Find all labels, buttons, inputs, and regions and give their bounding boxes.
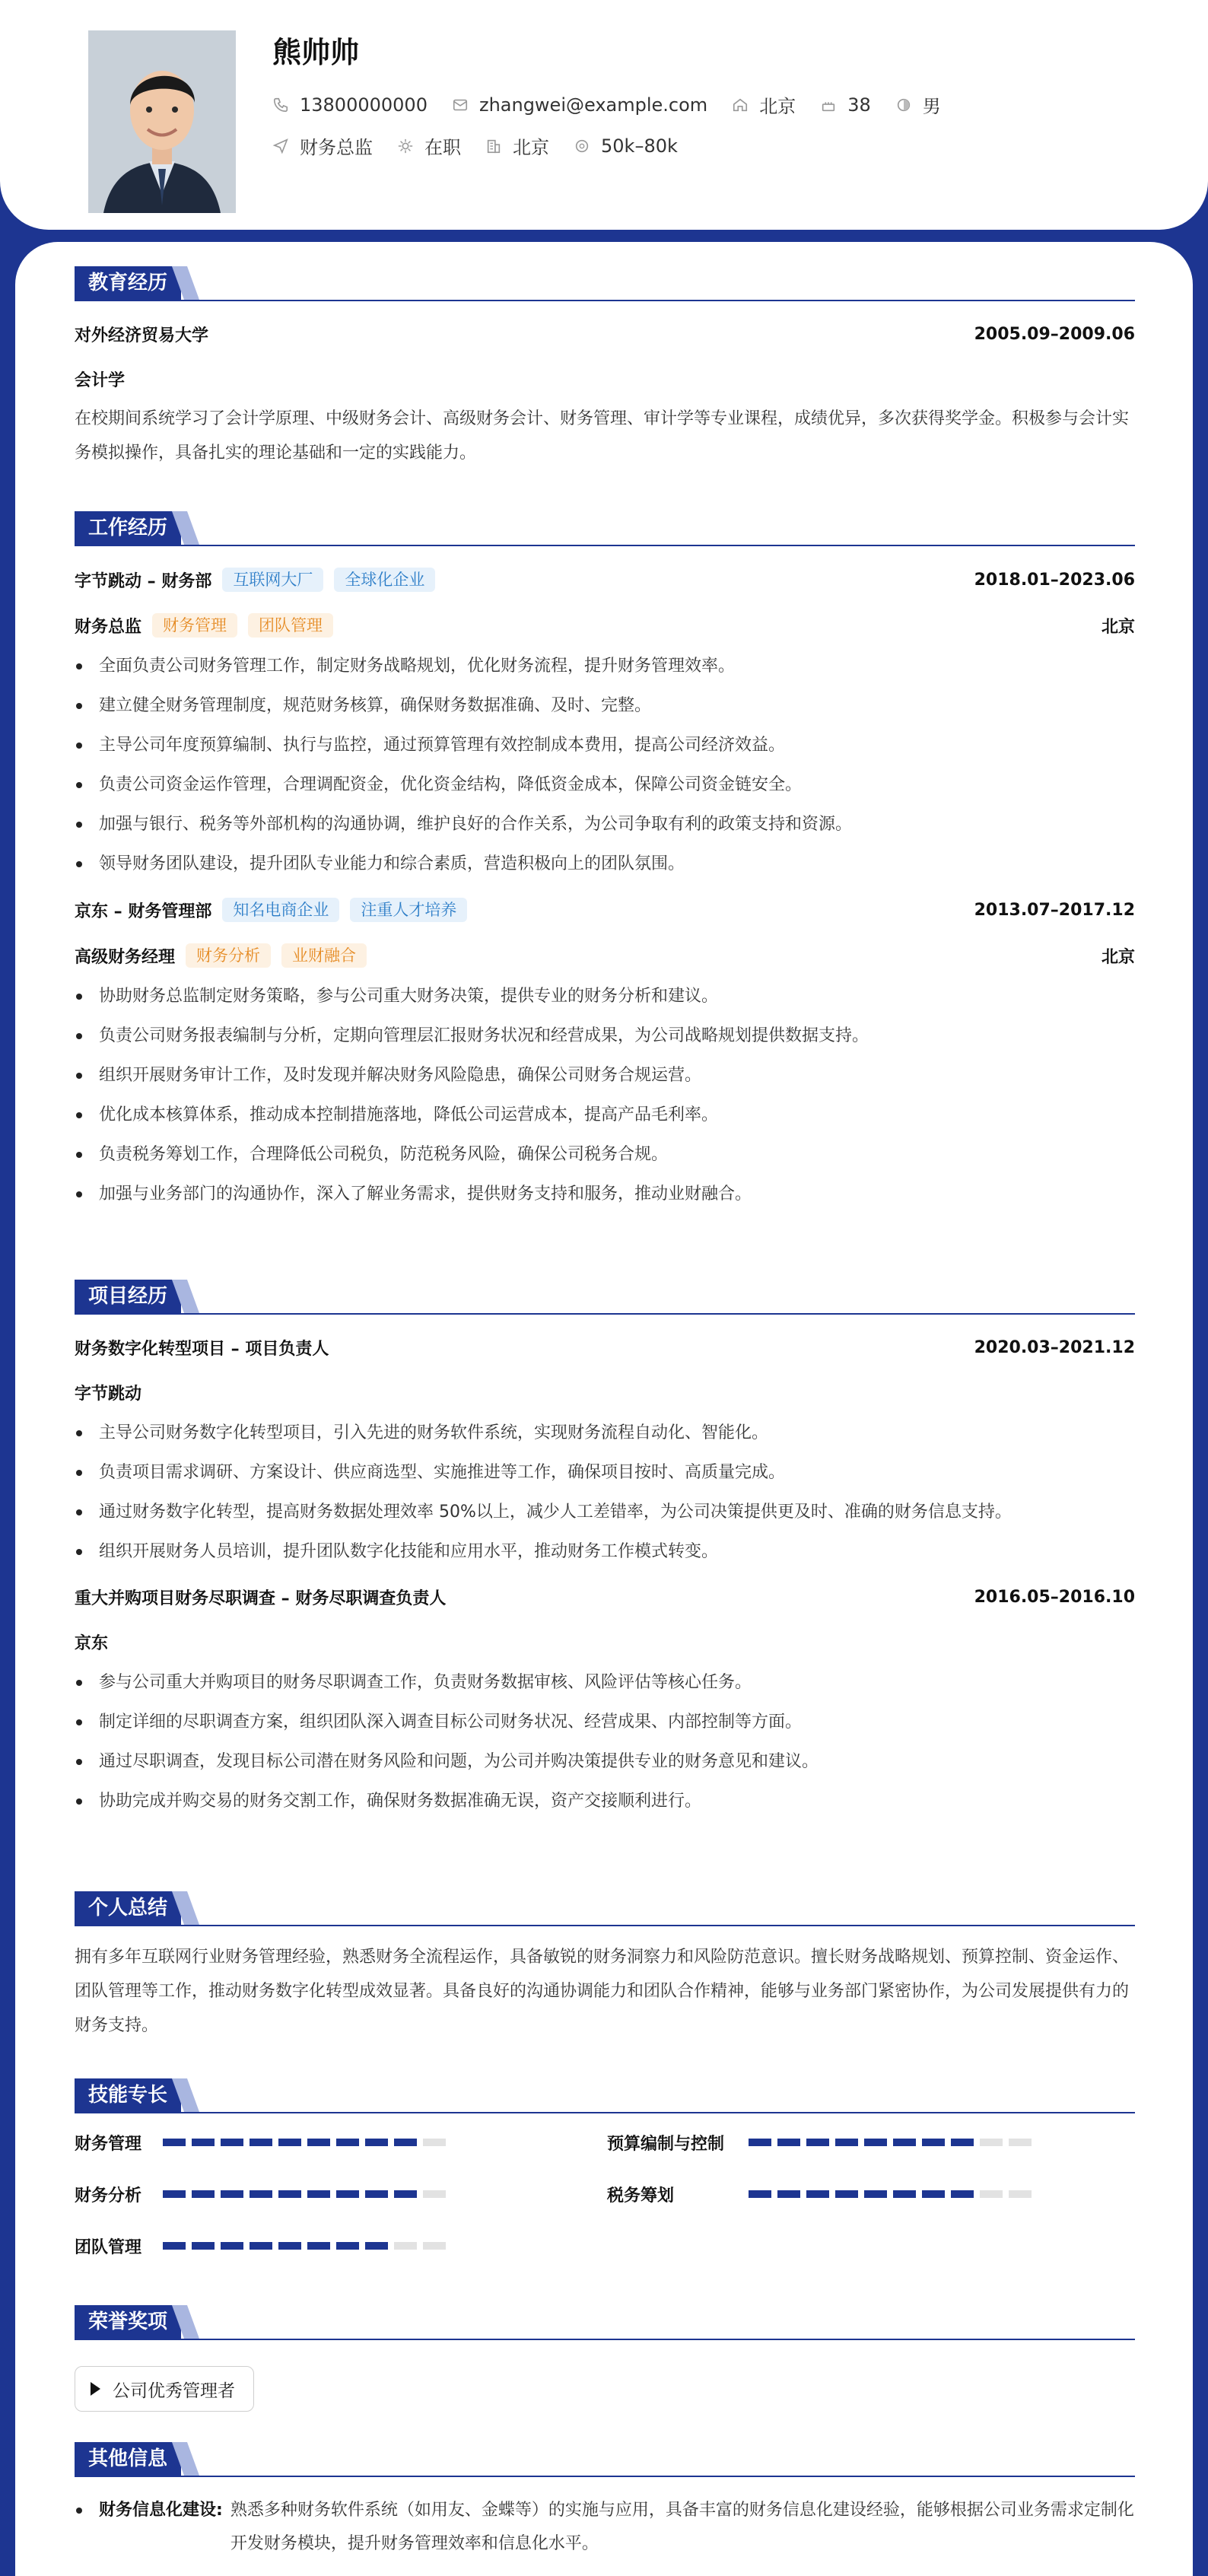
list-item: 通过尽职调查，发现目标公司潜在财务风险和问题，为公司并购决策提供专业的财务意见和建议。 — [75, 1742, 1135, 1782]
skill-item — [607, 2130, 1135, 2155]
resume-body — [15, 242, 1193, 2576]
email-text: zhangwei@example.com — [478, 94, 708, 116]
age-item — [820, 94, 871, 116]
list-item: 建立健全财务管理制度，规范财务核算，确保财务数据准确、及时、完整。 — [75, 686, 1135, 726]
send-icon — [272, 138, 289, 154]
summary-section — [75, 1891, 1135, 2043]
list-item: 负责项目需求调研、方案设计、供应商选型、实施推进等工作，确保项目按时、高质量完成。 — [75, 1453, 1135, 1493]
job-location: 北京 — [1101, 947, 1135, 967]
gear-icon — [397, 138, 414, 154]
skill-segment-empty — [980, 2139, 1003, 2146]
projects-section — [75, 1280, 1135, 1821]
coin-icon — [574, 138, 590, 154]
job-entry — [75, 568, 1135, 884]
project-name: 重大并购项目财务尽职调查 – 财务尽职调查负责人 — [75, 1589, 447, 1608]
bullet-dot — [75, 2494, 99, 2561]
skill-segment-filled — [163, 2139, 186, 2146]
play-icon — [91, 2382, 100, 2396]
list-item: 加强与业务部门的沟通协作，深入了解业务需求，提供财务支持和服务，推动业财融合。 — [75, 1175, 1135, 1214]
skill-segment-filled — [278, 2139, 301, 2146]
skill-segment-filled — [250, 2139, 272, 2146]
skill-segment-filled — [864, 2190, 887, 2198]
skill-segment-filled — [777, 2139, 800, 2146]
project-header-row — [75, 1336, 1135, 1360]
section-title: 教育经历 — [75, 266, 181, 300]
project-name: 财务数字化转型项目 – 项目负责人 — [75, 1340, 329, 1359]
skill-segment-empty — [423, 2242, 446, 2250]
awards-section — [75, 2305, 1135, 2412]
skill-segment-filled — [336, 2190, 359, 2198]
skill-name: 预算编制与控制 — [607, 2134, 725, 2154]
list-item: 组织开展财务人员培训，提升团队数字化技能和应用水平，推动财务工作模式转变。 — [75, 1532, 1135, 1572]
skill-name: 团队管理 — [75, 2237, 142, 2257]
project-period: 2016.05–2016.10 — [974, 1588, 1135, 1607]
skill-segment-empty — [1009, 2190, 1032, 2198]
home-icon — [732, 97, 749, 113]
skill-segment-filled — [250, 2242, 272, 2250]
company-tag: 互联网大厂 — [222, 568, 323, 592]
project-header-row — [75, 1585, 1135, 1609]
section-header — [75, 266, 1135, 301]
position-item — [272, 132, 373, 159]
candidate-name: 熊帅帅 — [272, 36, 360, 69]
skill-item — [75, 2182, 607, 2206]
phone-icon — [272, 97, 289, 113]
work-city-item — [485, 132, 549, 159]
skill-segment-filled — [250, 2190, 272, 2198]
skill-segment-filled — [221, 2190, 243, 2198]
company-name: 京东 – 财务管理部 — [75, 902, 212, 921]
skill-segment-filled — [365, 2242, 388, 2250]
skill-name: 财务管理 — [75, 2134, 142, 2154]
section-header — [75, 2442, 1135, 2477]
major: 会计学 — [75, 371, 126, 390]
skill-segment-filled — [192, 2190, 215, 2198]
cake-icon — [820, 97, 837, 113]
skill-segment-filled — [365, 2139, 388, 2146]
other-item — [75, 2494, 1135, 2561]
other-text: 熟悉多种财务软件系统（如用友、金蝶等）的实施与应用，具备丰富的财务信息化建设经验，能够根据公司业务需求定制化开发财务模块，提升财务管理效率和信息化水平。 — [230, 2501, 1134, 2553]
position-text: 财务总监 — [300, 137, 373, 158]
job-header-row — [75, 568, 1135, 592]
project-entry — [75, 1585, 1135, 1821]
skill-segment-empty — [394, 2242, 417, 2250]
section-header — [75, 511, 1135, 546]
city-text: 北京 — [759, 96, 796, 117]
skill-segment-filled — [278, 2190, 301, 2198]
job-duties — [75, 647, 1135, 884]
list-item: 主导公司财务数字化转型项目，引入先进的财务软件系统，实现财务流程自动化、智能化。 — [75, 1414, 1135, 1453]
skill-segment-empty — [1009, 2139, 1032, 2146]
skill-segment-filled — [336, 2139, 359, 2146]
list-item: 领导财务团队建设，提升团队专业能力和综合素质，营造积极向上的团队氛围。 — [75, 844, 1135, 884]
skill-level-bar — [749, 2139, 1038, 2146]
skill-name: 税务筹划 — [607, 2186, 675, 2206]
education-description: 在校期间系统学习了会计学原理、中级财务会计、高级财务会计、财务管理、审计学等专业课程，成绩优异，多次获得奖学金。积极参与会计实务模拟操作，具备扎实的理论基础和一定的实践能力。 — [75, 409, 1130, 463]
list-item: 优化成本核算体系，推动成本控制措施落地，降低公司运营成本，提高产品毛利率。 — [75, 1096, 1135, 1135]
building-icon — [485, 138, 502, 154]
project-entry — [75, 1336, 1135, 1572]
role-tag: 业财融合 — [281, 943, 367, 968]
skill-segment-filled — [864, 2139, 887, 2146]
list-item: 参与公司重大并购项目的财务尽职调查工作，负责财务数据审核、风险评估等核心任务。 — [75, 1663, 1135, 1703]
skill-segment-filled — [922, 2139, 945, 2146]
skill-segment-filled — [278, 2242, 301, 2250]
skill-segment-filled — [749, 2190, 771, 2198]
list-item: 负责公司财务报表编制与分析，定期向管理层汇报财务状况和经营成果，为公司战略规划提供数据支持。 — [75, 1016, 1135, 1056]
summary-text: 拥有多年互联网行业财务管理经验，熟悉财务全流程运作，具备敏锐的财务洞察力和风险防范意识。擅长财务战略规划、预算控制、资金运作、团队管理等工作，推动财务数字化转型成效显著。具备良好的沟通协调能力和团队合作精神，能够与业务部门紧密协作，为公司发展提供有力的财务支持。 — [75, 1948, 1130, 2035]
job-duties — [75, 977, 1135, 1214]
award-name: 公司优秀管理者 — [113, 2380, 235, 2401]
skill-segment-filled — [163, 2242, 186, 2250]
job-entry — [75, 898, 1135, 1214]
award-chip[interactable] — [75, 2366, 254, 2412]
skills-section — [75, 2078, 1135, 2258]
skill-segment-filled — [394, 2190, 417, 2198]
job-period: 2018.01–2023.06 — [974, 570, 1135, 590]
skills-grid — [75, 2130, 1135, 2258]
skill-segment-filled — [835, 2139, 858, 2146]
skill-item — [75, 2234, 607, 2258]
skill-segment-filled — [307, 2139, 330, 2146]
skill-segment-filled — [749, 2139, 771, 2146]
skill-segment-empty — [423, 2139, 446, 2146]
list-item: 负责税务筹划工作，合理降低公司税负，防范税务风险，确保公司税务合规。 — [75, 1135, 1135, 1175]
phone-text: 13800000000 — [300, 94, 428, 116]
skill-segment-filled — [806, 2190, 829, 2198]
project-duties — [75, 1414, 1135, 1572]
skill-level-bar — [163, 2242, 452, 2250]
section-header — [75, 1891, 1135, 1926]
skill-segment-filled — [394, 2139, 417, 2146]
skill-segment-filled — [835, 2190, 858, 2198]
gender-text: 男 — [922, 96, 941, 117]
list-item: 制定详细的尽职调查方案，组织团队深入调查目标公司财务状况、经营成果、内部控制等方面。 — [75, 1703, 1135, 1742]
job-period: 2013.07–2017.12 — [974, 900, 1135, 920]
section-header — [75, 1280, 1135, 1315]
skill-level-bar — [163, 2139, 452, 2146]
skill-segment-empty — [980, 2190, 1003, 2198]
skill-segment-filled — [777, 2190, 800, 2198]
city-item — [732, 91, 796, 118]
skill-segment-empty — [423, 2190, 446, 2198]
skill-segment-filled — [365, 2190, 388, 2198]
skill-segment-filled — [192, 2139, 215, 2146]
job-role: 财务总监 — [75, 617, 142, 637]
project-period: 2020.03–2021.12 — [974, 1338, 1135, 1357]
skill-segment-filled — [307, 2190, 330, 2198]
email-item — [452, 94, 707, 116]
education-section — [75, 266, 1135, 470]
list-item: 协助财务总监制定财务策略，参与公司重大财务决策，提供专业的财务分析和建议。 — [75, 977, 1135, 1016]
work-city-text: 北京 — [513, 137, 549, 158]
list-item: 组织开展财务审计工作，及时发现并解决财务风险隐患，确保公司财务合规运营。 — [75, 1056, 1135, 1096]
skill-level-bar — [163, 2190, 452, 2198]
status-item — [397, 132, 461, 159]
skill-segment-filled — [307, 2242, 330, 2250]
company-tag: 知名电商企业 — [222, 898, 339, 922]
section-title: 个人总结 — [75, 1891, 181, 1925]
skill-segment-filled — [951, 2139, 974, 2146]
skill-segment-filled — [192, 2242, 215, 2250]
job-role: 高级财务经理 — [75, 947, 176, 967]
skill-segment-filled — [893, 2190, 916, 2198]
role-tag: 财务分析 — [186, 943, 271, 968]
award-list — [75, 2366, 1135, 2412]
job-location: 北京 — [1101, 617, 1135, 637]
mail-icon — [452, 97, 469, 113]
section-title: 技能专长 — [75, 2078, 181, 2112]
list-item: 主导公司年度预算编制、执行与监控，通过预算管理有效控制成本费用，提高公司经济效益。 — [75, 726, 1135, 765]
project-duties — [75, 1663, 1135, 1821]
skill-segment-filled — [806, 2139, 829, 2146]
skill-segment-filled — [922, 2190, 945, 2198]
company-name: 字节跳动 – 财务部 — [75, 571, 212, 591]
contact-row — [272, 91, 965, 118]
skill-segment-filled — [336, 2242, 359, 2250]
project-org: 京东 — [75, 1634, 109, 1653]
skill-segment-filled — [163, 2190, 186, 2198]
role-tag: 团队管理 — [248, 613, 333, 638]
job-role-row — [75, 943, 1135, 968]
work-section — [75, 511, 1135, 1214]
skill-level-bar — [749, 2190, 1038, 2198]
skill-segment-filled — [893, 2139, 916, 2146]
education-period: 2005.09–2009.06 — [974, 325, 1135, 344]
project-org: 字节跳动 — [75, 1385, 142, 1404]
skill-item — [75, 2130, 607, 2155]
list-item: 负责公司资金运作管理，合理调配资金，优化资金结构，降低资金成本，保障公司资金链安全。 — [75, 765, 1135, 805]
avatar-photo — [88, 30, 236, 213]
skill-name: 财务分析 — [75, 2186, 142, 2206]
job-role-row — [75, 613, 1135, 638]
list-item: 协助完成并购交易的财务交割工作，确保财务数据准确无误，资产交接顺利进行。 — [75, 1782, 1135, 1821]
status-text: 在职 — [424, 137, 461, 158]
list-item: 通过财务数字化转型，提高财务数据处理效率 50%以上，减少人工差错率，为公司决策提供更及时、准确的财务信息支持。 — [75, 1493, 1135, 1532]
salary-text: 50k–80k — [601, 135, 678, 157]
avatar — [88, 30, 236, 213]
gender-item — [895, 91, 941, 118]
gender-icon — [895, 97, 912, 113]
job-header-row — [75, 898, 1135, 922]
section-title: 项目经历 — [75, 1280, 181, 1313]
education-header-row — [75, 323, 1135, 346]
skill-segment-filled — [221, 2139, 243, 2146]
section-header — [75, 2305, 1135, 2340]
list-item: 加强与银行、税务等外部机构的沟通协调，维护良好的合作关系，为公司争取有利的政策支持和资源。 — [75, 805, 1135, 844]
phone-item — [272, 94, 428, 116]
salary-item — [574, 135, 678, 157]
skill-segment-filled — [951, 2190, 974, 2198]
school-name: 对外经济贸易大学 — [75, 326, 209, 345]
section-title: 其他信息 — [75, 2442, 181, 2476]
section-header — [75, 2078, 1135, 2113]
company-tag: 全球化企业 — [334, 568, 435, 592]
job-intent-row — [272, 132, 702, 159]
other-section — [75, 2442, 1135, 2561]
age-text: 38 — [847, 94, 871, 116]
skill-segment-filled — [221, 2242, 243, 2250]
skill-item — [607, 2182, 1135, 2206]
section-title: 工作经历 — [75, 511, 181, 545]
other-label: 财务信息化建设: — [99, 2501, 223, 2520]
company-tag: 注重人才培养 — [350, 898, 467, 922]
list-item: 全面负责公司财务管理工作，制定财务战略规划，优化财务流程，提升财务管理效率。 — [75, 647, 1135, 686]
section-title: 荣誉奖项 — [75, 2305, 181, 2339]
profile-header — [0, 0, 1208, 230]
role-tag: 财务管理 — [152, 613, 237, 638]
